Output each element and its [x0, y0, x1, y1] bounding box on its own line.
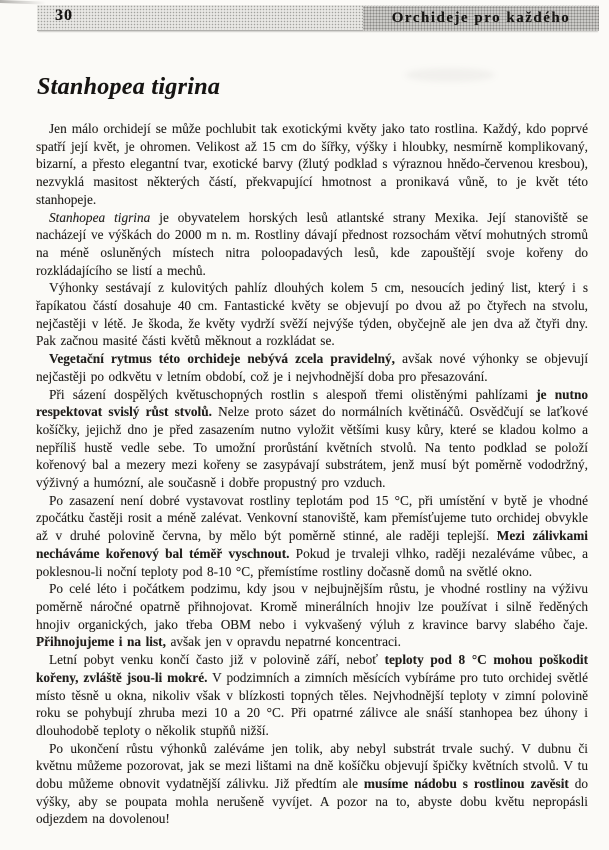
- text-segment: je nutno respektovat svislý růst stvolů.: [36, 386, 588, 420]
- text-segment: avšak nové výhonky se objevují nejčastěji po odkvětu v letním období, což je i nejvhodnější doba pro přesazování.: [36, 351, 589, 384]
- scan-artifact: [405, 68, 495, 82]
- text-segment: Nelze proto sázet do normálních květináčů. Osvědčují se laťkové košíčky, jejichž dno je před zasazením nutno vyložit většími kusy kůry, které se kladou kolmo a nepříliš hustě vedle sebe. To umožní prorůstání květních stvolů. Na tento podklad se položí kořenový bal a mezery mezi kořeny se zasypávají substrátem, jenž musí být poměrně vododržný, výživný a humózní, ale současně i dobře propustný pro vzduch.: [36, 404, 588, 491]
- article-body: [36, 120, 588, 828]
- text-segment: Po zasazení není dobré vystavovat rostliny teplotám pod 15 °C, při umístění v bytě je vhodné zpočátku častěji rosit a méně zalévat. Venkovní stanoviště, kam přemísťujeme tuto orchidej obvykle až v druhé polovině června, by mělo být poměrně stinné, ale raději teplejší.: [36, 492, 588, 544]
- text-segment: Pokud je trvaleji vlhko, raději nezaléváme vůbec, a poklesnou-li noční teploty pod 8-10 °C, přemístíme rostliny dočasně domů na světlé okno.: [36, 545, 588, 579]
- paragraph: [36, 740, 588, 829]
- paragraph: [36, 492, 588, 581]
- book-title-box: [363, 6, 599, 31]
- text-segment: Vegetační rytmus této orchideje nebývá zcela pravidelný,: [49, 351, 396, 367]
- text-segment: Po ukončení růstu výhonků zaléváme jen tolik, aby nebyl substrát trvale suchý. V dubnu či květnu můžeme pozorovat, jak se mezi lištami na dně košíčku objevují špičky květních stvolů. V tu dobu můžeme obnovit vydatnější zálivku. Již předtím ale: [36, 740, 588, 792]
- paragraph: [36, 350, 588, 385]
- text-segment: V podzimních a zimních měsících vybíráme pro tuto orchidej světlé místo těsně u okna, nikoliv však v blízkosti topných těles. Nejvhodnější teploty v zimní polovině roku se pohybují zhruba mezi 10 a 20 °C. Při opatrné zálivce ale snáší stanhopea bez úhony i dlouhodobě teploty o několik stupňů nižší.: [36, 669, 588, 738]
- scan-artifact: [0, 0, 46, 5]
- text-segment: Letní pobyt venku končí často již v polovině září, neboť: [49, 652, 385, 668]
- paragraph: [36, 209, 588, 280]
- text-segment: je obyvatelem horských lesů atlantské strany Mexika. Její stanoviště se nacházejí ve výškách do 2000 m n. m. Rostliny dávají přednost rozsochám větví mohutných stromů na méně osluněných místech nitra poloopadavých lesů, kde zapouštějí svoje kořeny do rozkládajícího se listí a mechů.: [36, 209, 588, 278]
- paragraph: [36, 386, 588, 492]
- book-title: Orchideje pro každého: [391, 10, 571, 26]
- text-segment: Jen málo orchidejí se může pochlubit tak exotickými květy jako tato rostlina. Každý, kdo poprvé spatří její květ, je ohromen. Velikost až 15 cm do šířky, výšky i hloubky, nesmírně komplikovaný, bizarní, a přesto elegantní tvar, exotické barvy (žlutý podklad s výraznou hnědo-červenou kresbou), nezvyklá masitost některých částí, překvapující hmotnost a pronikavá vůně, to je květ této stanhopeje.: [36, 121, 588, 207]
- paragraph: [36, 580, 588, 651]
- page-header-bar: [37, 5, 599, 31]
- text-segment: avšak jen v opravdu nepatrné koncentraci.: [165, 634, 401, 650]
- text-segment: Při sázení dospělých květuschopných rostlin s alespoň třemi olistěnými pahlízami: [49, 386, 537, 402]
- paragraph: [36, 651, 588, 740]
- page-number: 30: [55, 7, 73, 24]
- text-segment: Přihnojujeme i na list,: [36, 634, 166, 650]
- text-segment: teploty pod 8 °C mohou poškodit kořeny, zvláště jsou-li mokré.: [36, 652, 589, 685]
- paragraph: [36, 279, 588, 350]
- text-segment: do výšky, aby se poupata mohla nerušeně vyvíjet. A pozor na to, abyste dobu květu nepropásli odjezdem na dovolenou!: [36, 776, 589, 827]
- text-segment: musíme nádobu s rostlinou zavěsit: [363, 776, 569, 792]
- text-segment: Stanhopea tigrina: [49, 209, 151, 225]
- paragraph: [36, 120, 588, 209]
- article-title: Stanhopea tigrina: [37, 74, 221, 101]
- text-segment: Výhonky sestávají z kulovitých pahlíz dlouhých kolem 5 cm, nesoucích jediný list, který i s řapíkatou částí dosahuje 40 cm. Fantastické květy se objevují po dvou až po čtyřech na stvolu, nejčastěji v létě. Je škoda, že květy vydrží svěží nejvýše týden, obyčejně ale jen dva až čtyři dny. Pak začnou masité části květů měknout a rozkládat se.: [36, 280, 588, 349]
- text-segment: Mezi zálivkami necháváme kořenový bal téměř vyschnout.: [36, 528, 588, 561]
- text-segment: Po celé léto i počátkem podzimu, kdy jsou v nejbujnějším růstu, je vhodné rostliny na výživu poměrně náročné opatrně přihnojovat. Kromě minerálních hnojiv lze používat i silně ředěných hnojiv organických, jako třeba OBM nebo i vykvašený výluh z kravince barvy slabého čaje.: [36, 581, 588, 632]
